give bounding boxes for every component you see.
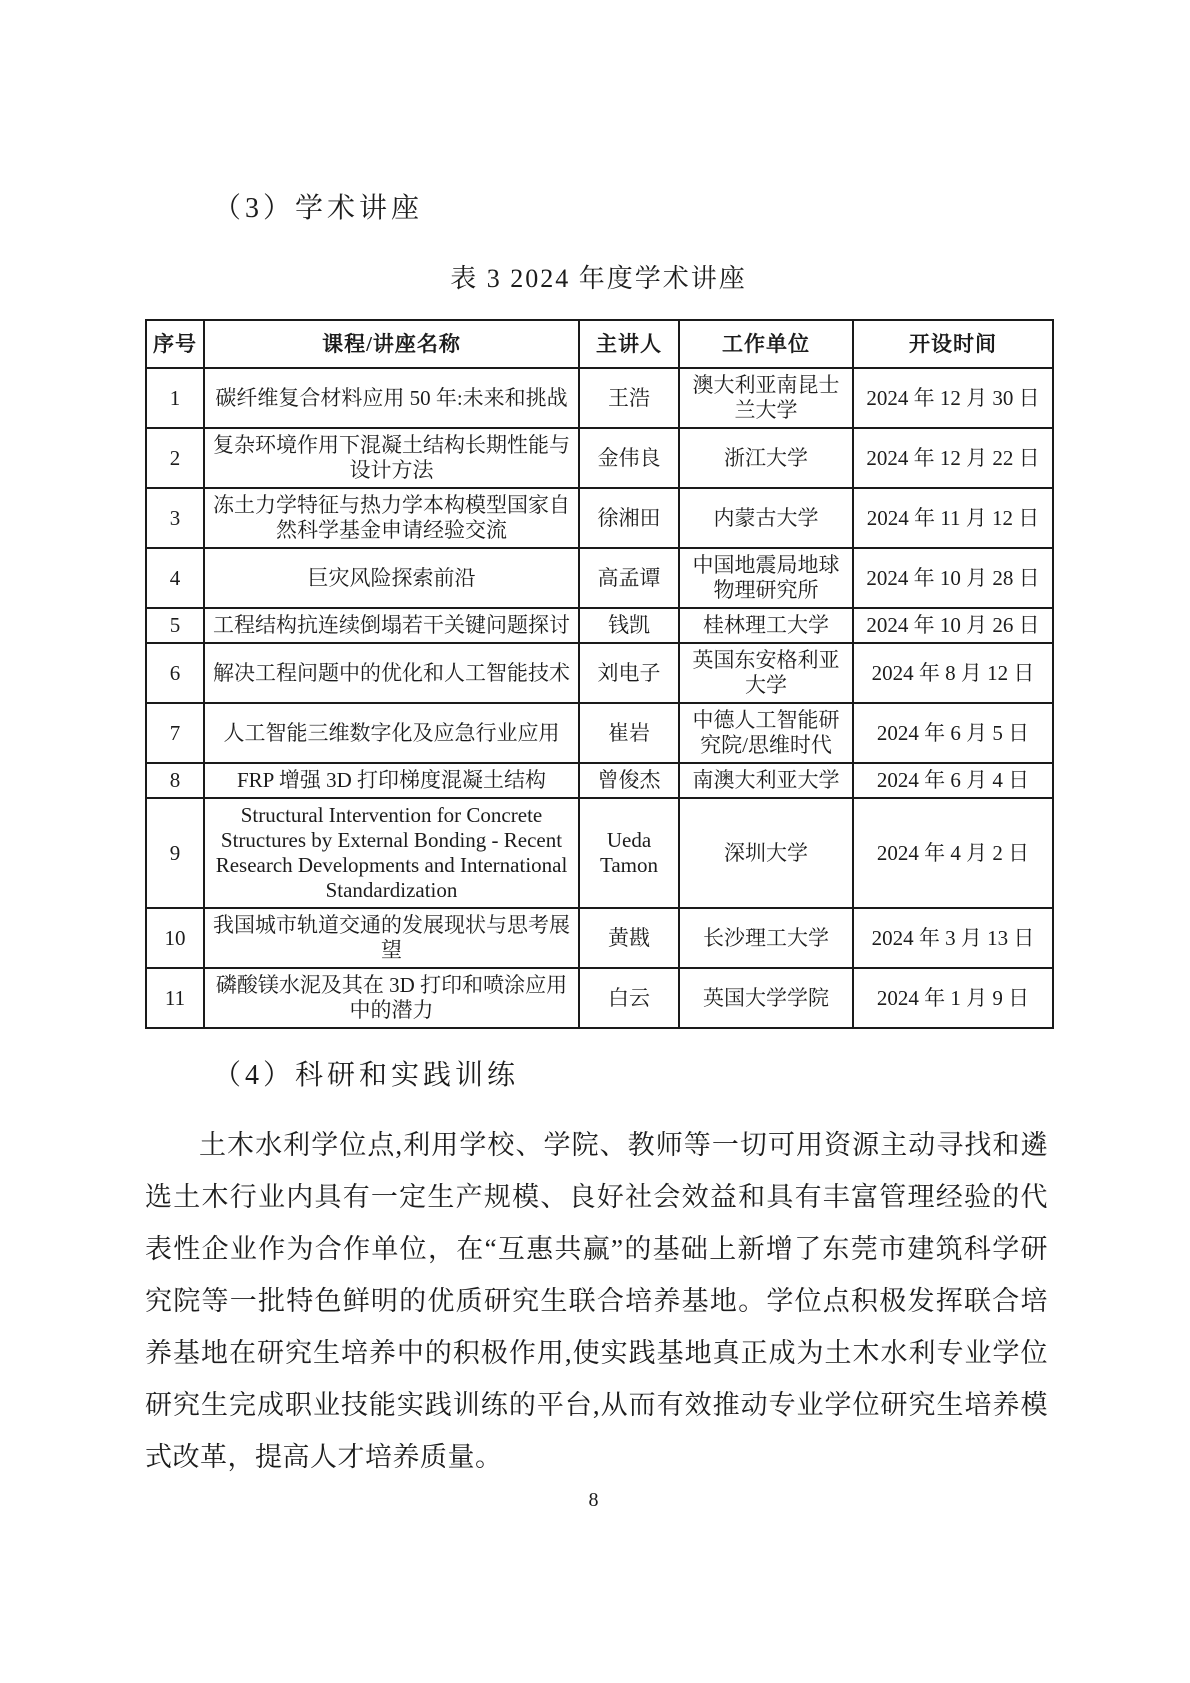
row-number-cell: 6 (146, 643, 204, 703)
affiliation-cell: 深圳大学 (679, 798, 853, 908)
row-number-cell: 2 (146, 428, 204, 488)
affiliation-cell: 内蒙古大学 (679, 488, 853, 548)
date-cell: 2024 年 12 月 30 日 (853, 368, 1053, 428)
section-4-heading: （4）科研和实践训练 (213, 1060, 520, 1091)
speaker-cell: 高孟谭 (579, 548, 679, 608)
speaker-cell: 王浩 (579, 368, 679, 428)
column-header: 序号 (146, 320, 204, 368)
lecture-title-cell: 冻土力学特征与热力学本构模型国家自然科学基金申请经验交流 (204, 488, 579, 548)
lecture-title-cell: FRP 增强 3D 打印梯度混凝土结构 (204, 763, 579, 798)
table-row (146, 368, 1053, 428)
row-number-cell: 9 (146, 798, 204, 908)
table-row (146, 763, 1053, 798)
lecture-title-cell: 人工智能三维数字化及应急行业应用 (204, 703, 579, 763)
affiliation-cell: 中德人工智能研究院/思维时代 (679, 703, 853, 763)
table-row (146, 488, 1053, 548)
date-cell: 2024 年 6 月 5 日 (853, 703, 1053, 763)
row-number-cell: 11 (146, 968, 204, 1028)
table-row (146, 608, 1053, 643)
date-cell: 2024 年 8 月 12 日 (853, 643, 1053, 703)
speaker-cell: 金伟良 (579, 428, 679, 488)
column-header: 主讲人 (579, 320, 679, 368)
date-cell: 2024 年 4 月 2 日 (853, 798, 1053, 908)
affiliation-cell: 英国东安格利亚大学 (679, 643, 853, 703)
lectures-table (145, 319, 1054, 1029)
date-cell: 2024 年 12 月 22 日 (853, 428, 1053, 488)
affiliation-cell: 中国地震局地球物理研究所 (679, 548, 853, 608)
date-cell: 2024 年 10 月 26 日 (853, 608, 1053, 643)
speaker-cell: 钱凯 (579, 608, 679, 643)
table-header-row (146, 320, 1053, 368)
row-number-cell: 10 (146, 908, 204, 968)
row-number-cell: 8 (146, 763, 204, 798)
lecture-title-cell: Structural Intervention for Concrete Structures by External Bonding - Recent Research Developments and International Standardization (204, 798, 579, 908)
row-number-cell: 7 (146, 703, 204, 763)
lecture-title-cell: 复杂环境作用下混凝土结构长期性能与设计方法 (204, 428, 579, 488)
affiliation-cell: 浙江大学 (679, 428, 853, 488)
affiliation-cell: 南澳大利亚大学 (679, 763, 853, 798)
lecture-title-cell: 碳纤维复合材料应用 50 年:未来和挑战 (204, 368, 579, 428)
row-number-cell: 3 (146, 488, 204, 548)
row-number-cell: 1 (146, 368, 204, 428)
date-cell: 2024 年 1 月 9 日 (853, 968, 1053, 1028)
speaker-cell: Ueda Tamon (579, 798, 679, 908)
lecture-title-cell: 磷酸镁水泥及其在 3D 打印和喷涂应用中的潜力 (204, 968, 579, 1028)
row-number-cell: 5 (146, 608, 204, 643)
column-header: 工作单位 (679, 320, 853, 368)
affiliation-cell: 英国大学学院 (679, 968, 853, 1028)
affiliation-cell: 澳大利亚南昆士兰大学 (679, 368, 853, 428)
date-cell: 2024 年 6 月 4 日 (853, 763, 1053, 798)
speaker-cell: 刘电子 (579, 643, 679, 703)
column-header: 开设时间 (853, 320, 1053, 368)
column-header: 课程/讲座名称 (204, 320, 579, 368)
date-cell: 2024 年 3 月 13 日 (853, 908, 1053, 968)
lecture-title-cell: 巨灾风险探索前沿 (204, 548, 579, 608)
speaker-cell: 徐湘田 (579, 488, 679, 548)
date-cell: 2024 年 11 月 12 日 (853, 488, 1053, 548)
lecture-title-cell: 解决工程问题中的优化和人工智能技术 (204, 643, 579, 703)
affiliation-cell: 长沙理工大学 (679, 908, 853, 968)
table-caption: 表 3 2024 年度学术讲座 (450, 264, 747, 293)
speaker-cell: 曾俊杰 (579, 763, 679, 798)
body-paragraph: 土木水利学位点,利用学校、学院、教师等一切可用资源主动寻找和遴选土木行业内具有一定生产规模、良好社会效益和具有丰富管理经验的代表性企业作为合作单位，在“互惠共赢”的基础上新增了东莞市建筑科学研究院等一批特色鲜明的优质研究生联合培养基地。学位点积极发挥联合培养基地在研究生培养中的积极作用,使实践基地真正成为土木水利专业学位研究生完成职业技能实践训练的平台,从而有效推动专业学位研究生培养模式改革，提高人才培养质量。 (145, 1130, 1048, 1472)
table-row (146, 908, 1053, 968)
row-number-cell: 4 (146, 548, 204, 608)
table-row (146, 968, 1053, 1028)
section-3-heading: （3）学术讲座 (213, 193, 424, 224)
affiliation-cell: 桂林理工大学 (679, 608, 853, 643)
table-row (146, 548, 1053, 608)
speaker-cell: 白云 (579, 968, 679, 1028)
speaker-cell: 黄戡 (579, 908, 679, 968)
lecture-title-cell: 我国城市轨道交通的发展现状与思考展望 (204, 908, 579, 968)
date-cell: 2024 年 10 月 28 日 (853, 548, 1053, 608)
table-row (146, 428, 1053, 488)
lecture-title-cell: 工程结构抗连续倒塌若干关键问题探讨 (204, 608, 579, 643)
speaker-cell: 崔岩 (579, 703, 679, 763)
page-number: 8 (588, 1489, 599, 1511)
table-row (146, 703, 1053, 763)
table-row (146, 643, 1053, 703)
table-row (146, 798, 1053, 908)
